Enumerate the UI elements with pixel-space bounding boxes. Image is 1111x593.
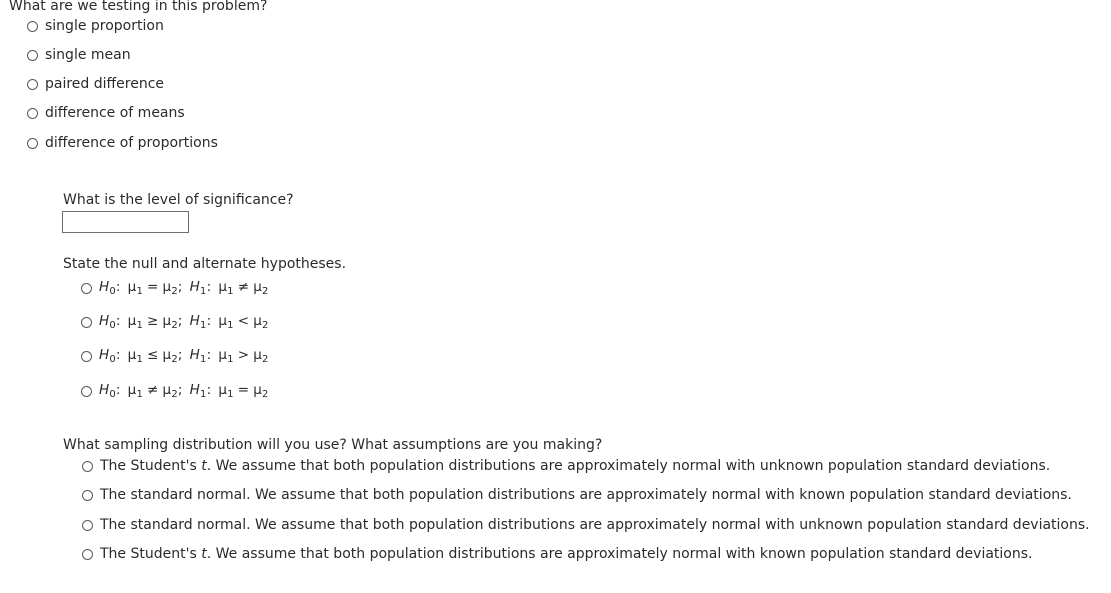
distribution-option-3[interactable] bbox=[82, 517, 1090, 533]
question-hypotheses: State the null and alternate hypotheses. bbox=[63, 256, 347, 272]
hypothesis-option-2[interactable] bbox=[81, 313, 269, 331]
radio-button[interactable] bbox=[27, 79, 38, 90]
option-paired-difference[interactable] bbox=[27, 76, 164, 92]
hypothesis-label: $H_0$: $\mu_1 = \mu_2$; $H_1$: $\mu_1 \ne \mu_2$ bbox=[99, 279, 269, 297]
distribution-option-2[interactable] bbox=[82, 487, 1072, 503]
radio-button[interactable] bbox=[81, 351, 92, 362]
option-difference-of-means[interactable] bbox=[27, 105, 185, 121]
hypothesis-label: $H_0$: $\mu_1 \ge \mu_2$; $H_1$: $\mu_1 < \mu_2$ bbox=[99, 313, 269, 331]
option-label: single proportion bbox=[45, 18, 164, 34]
hypothesis-option-3[interactable] bbox=[81, 347, 269, 365]
radio-button[interactable] bbox=[81, 386, 92, 397]
distribution-option-1[interactable] bbox=[82, 458, 1050, 474]
hypothesis-label: $H_0$: $\mu_1 \ne \mu_2$; $H_1$: $\mu_1 = \mu_2$ bbox=[99, 382, 269, 400]
option-label: difference of proportions bbox=[45, 135, 218, 151]
radio-button[interactable] bbox=[27, 50, 38, 61]
hypothesis-option-1[interactable] bbox=[81, 279, 269, 297]
hypothesis-label: $H_0$: $\mu_1 \le \mu_2$; $H_1$: $\mu_1 > \mu_2$ bbox=[99, 347, 269, 365]
radio-button[interactable] bbox=[82, 549, 93, 560]
option-single-mean[interactable] bbox=[27, 47, 131, 63]
option-label: difference of means bbox=[45, 105, 185, 121]
radio-button[interactable] bbox=[27, 138, 38, 149]
option-difference-of-proportions[interactable] bbox=[27, 135, 218, 151]
radio-button[interactable] bbox=[27, 21, 38, 32]
radio-button[interactable] bbox=[82, 520, 93, 531]
radio-button[interactable] bbox=[81, 283, 92, 294]
option-label: single mean bbox=[45, 47, 131, 63]
option-single-proportion[interactable] bbox=[27, 18, 164, 34]
question-sampling-distribution: What sampling distribution will you use? What assumptions are you making? bbox=[63, 437, 603, 453]
question-testing: What are we testing in this problem? bbox=[9, 0, 268, 14]
radio-button[interactable] bbox=[27, 108, 38, 119]
radio-button[interactable] bbox=[81, 317, 92, 328]
radio-button[interactable] bbox=[82, 490, 93, 501]
distribution-label: The Student's t. We assume that both population distributions are approximately normal with known population standard deviations. bbox=[100, 546, 1033, 562]
option-label: paired difference bbox=[45, 76, 165, 92]
hypothesis-option-4[interactable] bbox=[81, 382, 269, 400]
question-significance: What is the level of significance? bbox=[63, 192, 294, 208]
significance-input[interactable] bbox=[62, 211, 189, 233]
distribution-option-4[interactable] bbox=[82, 546, 1032, 562]
radio-button[interactable] bbox=[82, 461, 93, 472]
distribution-label: The standard normal. We assume that both population distributions are approximately normal with known population standard deviations. bbox=[100, 487, 1072, 503]
distribution-label: The standard normal. We assume that both population distributions are approximately normal with unknown population standard deviations. bbox=[100, 517, 1090, 533]
distribution-label: The Student's t. We assume that both population distributions are approximately normal with unknown population standard deviations. bbox=[100, 458, 1051, 474]
